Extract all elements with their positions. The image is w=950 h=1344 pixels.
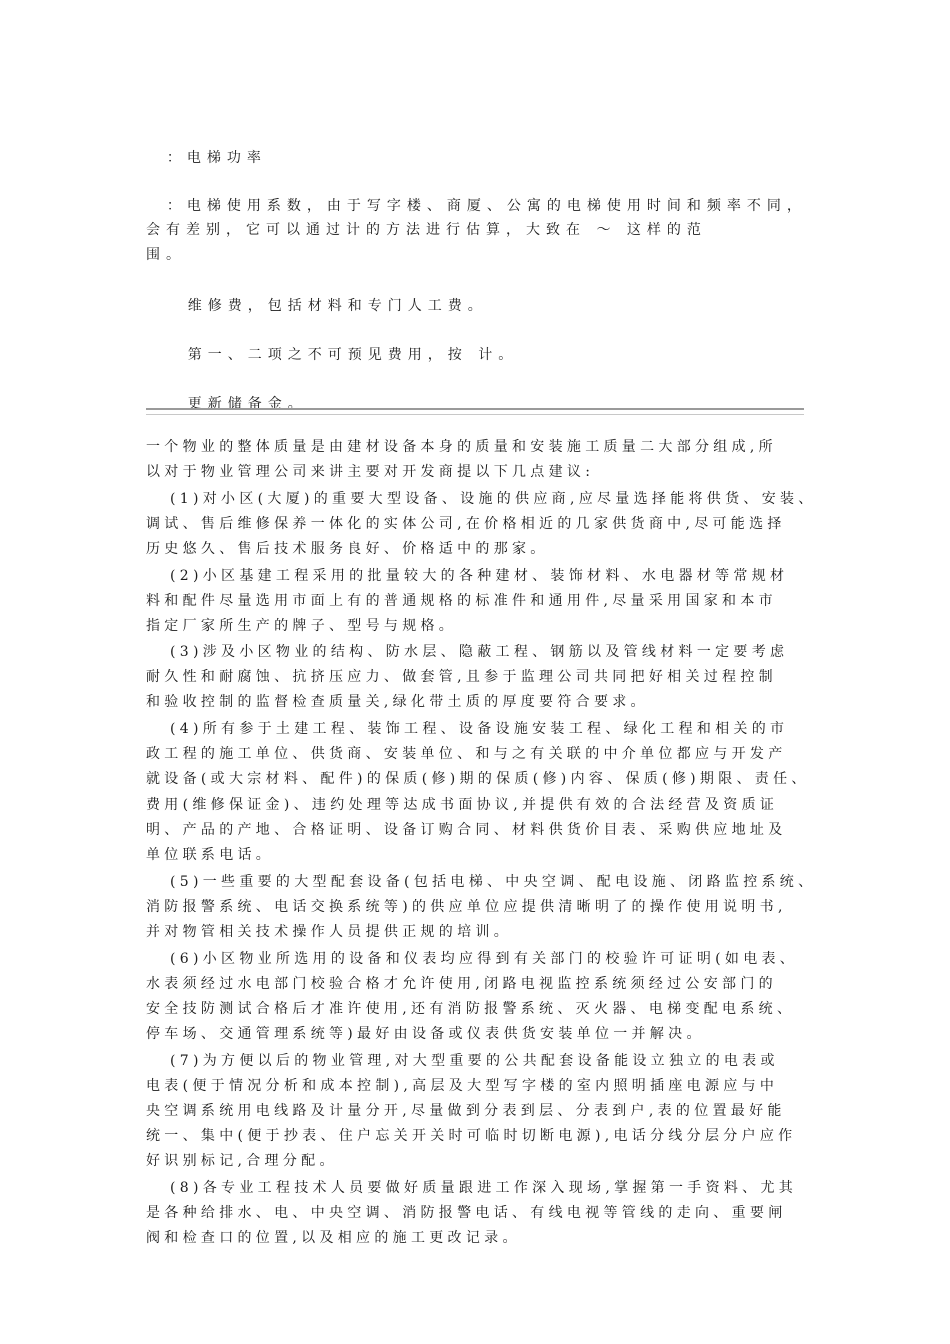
text-line: 费用(维修保证金)、违约处理等达成书面协议,并提供有效的合法经营及资质证 xyxy=(146,797,779,813)
text-line: (5)一些重要的大型配套设备(包括电梯、中央空调、配电设施、闭路监控系统、 xyxy=(170,874,817,890)
section-divider xyxy=(146,408,804,415)
text-line: 料和配件尽量选用市面上有的普通规格的标准件和通用件,尽量采用国家和本市 xyxy=(146,593,777,609)
text-line: 央空调系统用电线路及计量分开,尽量做到分表到层、分表到户,表的位置最好能 xyxy=(146,1103,786,1119)
text-line: ：电梯使用系数，由于写字楼、商厦、公寓的电梯使用时间和频率不同， xyxy=(146,198,807,214)
text-line: 会有差别，它可以通过计的方法进行估算，大致在 ～ 这样的范 xyxy=(146,222,707,238)
text-line: 统一、集中(便于抄表、住户忘关开关时可临时切断电源),电话分线分层分户应作 xyxy=(146,1128,797,1144)
text-line: (7)为方便以后的物业管理,对大型重要的公共配套设备能设立独立的电表或 xyxy=(170,1053,779,1069)
text-line: 更新储备金。 xyxy=(146,396,308,412)
text-line: 安全技防测试合格后才准许使用,还有消防报警系统、灭火器、电梯变配电系统、 xyxy=(146,1001,796,1017)
text-line: 单位联系电话。 xyxy=(146,847,275,863)
text-line: 政工程的施工单位、供货商、安装单位、和与之有关联的中介单位都应与开发产 xyxy=(146,746,787,762)
text-line: (4)所有参于土建工程、装饰工程、设备设施安装工程、绿化工程和相关的市 xyxy=(170,721,789,737)
text-line: 电表(便于情况分析和成本控制),高层及大型写字楼的室内照明插座电源应与中 xyxy=(146,1078,779,1094)
text-line: (1)对小区(大厦)的重要大型设备、设施的供应商,应尽量选择能将供货、安装、 xyxy=(170,491,817,507)
text-line: 指定厂家所生产的牌子、型号与规格。 xyxy=(146,618,458,634)
text-line: (3)涉及小区物业的结构、防水层、隐蔽工程、钢筋以及管线材料一定要考虑 xyxy=(170,644,789,660)
text-line: 维修费，包括材料和专门人工费。 xyxy=(146,298,488,314)
text-line: 消防报警系统、电话交换系统等)的供应单位应提供清晰明了的操作使用说明书, xyxy=(146,899,787,915)
text-line: 以对于物业管理公司来讲主要对开发商提以下几点建议: xyxy=(146,464,595,480)
text-line: 好识别标记,合理分配。 xyxy=(146,1153,338,1169)
text-line: (6)小区物业所选用的设备和仪表均应得到有关部门的校验许可证明(如电表、 xyxy=(170,951,799,967)
text-line: 水表须经过水电部门校验合格才允许使用,闭路电视监控系统须经过公安部门的 xyxy=(146,976,777,992)
text-line: 是各种给排水、电、中央空调、消防报警电话、有线电视等管线的走向、重要闸 xyxy=(146,1205,787,1221)
text-line: (8)各专业工程技术人员要做好质量跟进工作深入现场,掌握第一手资料、尤其 xyxy=(170,1180,798,1196)
text-line: 和验收控制的监督检查质量关,绿化带土质的厚度要符合要求。 xyxy=(146,694,649,710)
text-line: 明、产品的产地、合格证明、设备订购合同、材料供货价目表、采购供应地址及 xyxy=(146,822,787,838)
text-line: 第一、二项之不可预见费用，按 计。 xyxy=(146,347,519,363)
text-line: 围。 xyxy=(146,247,186,263)
text-line: 阀和检查口的位置,以及相应的施工更改记录。 xyxy=(146,1230,521,1246)
text-line: 并对物管相关技术操作人员提供正规的培训。 xyxy=(146,924,512,940)
text-line: 停车场、交通管理系统等)最好由设备或仪表供货安装单位一并解决。 xyxy=(146,1026,705,1042)
text-line: ：电梯功率 xyxy=(146,150,267,166)
text-line: 就设备(或大宗材料、配件)的保质(修)期的保质(修)内容、保质(修)期限、责任、 xyxy=(146,771,810,787)
text-line: (2)小区基建工程采用的批量较大的各种建材、装饰材料、水电器材等常规材 xyxy=(170,568,789,584)
text-line: 耐久性和耐腐蚀、抗挤压应力、做套管,且参于监理公司共同把好相关过程控制 xyxy=(146,669,777,685)
text-line: 历史悠久、售后技术服务良好、价格适中的那家。 xyxy=(146,541,549,557)
text-line: 调试、售后维修保养一体化的实体公司,在价格相近的几家供货商中,尽可能选择 xyxy=(146,516,786,532)
text-line: 一个物业的整体质量是由建材设备本身的质量和安装施工质量二大部分组成,所 xyxy=(146,439,777,455)
